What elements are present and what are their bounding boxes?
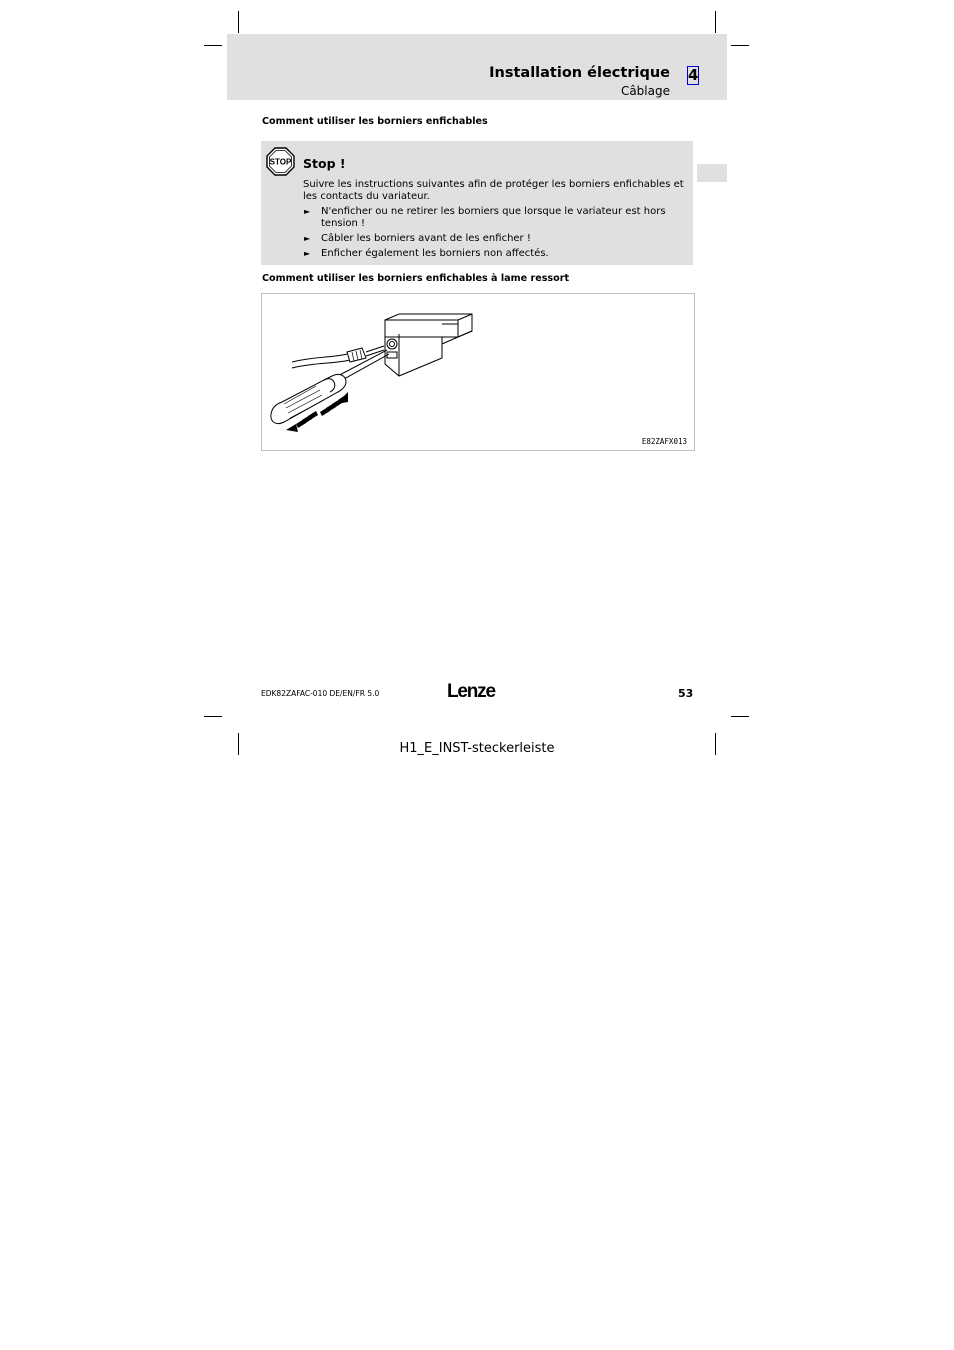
screwdriver-terminal-illustration [262, 294, 694, 450]
crop-mark [731, 45, 749, 46]
bottom-file-label: H1_E_INST-steckerleiste [399, 741, 555, 756]
figure-code: E82ZAFX013 [641, 437, 687, 446]
bullet-arrow-icon: ► [304, 249, 311, 258]
list-item [303, 206, 688, 233]
lenze-logo-text: Lenze [447, 681, 495, 702]
stop-instruction-list [303, 206, 688, 260]
list-item-text: Câbler les borniers avant de les enficher ! [321, 233, 531, 244]
crop-mark [204, 45, 222, 46]
chapter-side-tab [697, 164, 727, 182]
crop-mark [238, 11, 239, 33]
crop-mark [731, 716, 749, 717]
subchapter-title: Câblage [620, 84, 670, 98]
list-item-text: N'enficher ou ne retirer les borniers que lorsque le variateur est hors tension ! [321, 206, 666, 229]
figure-spring-terminal [261, 293, 695, 451]
stop-title: Stop ! [303, 156, 346, 171]
chapter-number-link[interactable]: 4 [688, 66, 699, 84]
section-heading-borniers: Comment utiliser les borniers enfichables [262, 116, 488, 127]
list-item-text: Enficher également les borniers non affectés. [321, 248, 549, 259]
crop-mark [204, 716, 222, 717]
page-number: 53 [678, 687, 694, 700]
chapter-title: Installation électrique [489, 65, 670, 81]
list-item [303, 248, 688, 260]
stop-sign-label: STOP [269, 157, 292, 167]
bullet-arrow-icon: ► [304, 207, 311, 216]
section-heading-lame-ressort: Comment utiliser les borniers enfichables à lame ressort [262, 273, 570, 284]
stop-intro-text: Suivre les instructions suivantes afin de protéger les borniers enfichables et les contacts du variateur. [303, 179, 684, 202]
lenze-logo [447, 680, 507, 702]
stop-sign-icon [266, 147, 295, 176]
footer-document-id: EDK82ZAFAC-010 DE/EN/FR 5.0 [261, 689, 380, 698]
crop-mark [715, 11, 716, 33]
stop-notice [261, 141, 693, 265]
list-item [303, 233, 688, 248]
bullet-arrow-icon: ► [304, 234, 311, 243]
